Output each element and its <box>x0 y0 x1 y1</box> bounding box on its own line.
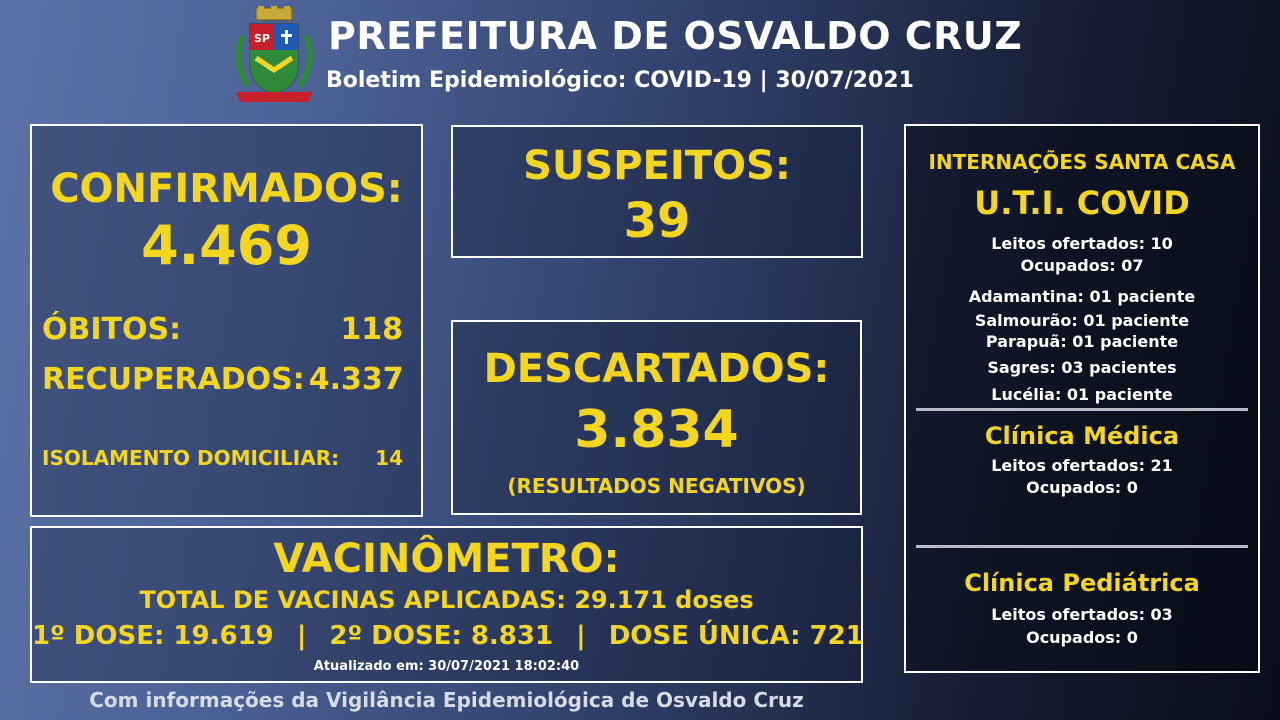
vacinometro-panel <box>30 526 863 683</box>
isolamento-row <box>42 446 403 470</box>
updated-timestamp: Atualizado em: 30/07/2021 18:02:40 <box>313 659 580 674</box>
uti-leitos: Leitos ofertados: 10 <box>991 234 1173 253</box>
descartados-value: 3.834 <box>574 400 739 460</box>
footer-source: Com informações da Vigilância Epidemiológica de Osvaldo Cruz <box>89 688 804 712</box>
isolamento-value: 14 <box>375 446 403 470</box>
dose2-value: 2º DOSE: 8.831 <box>329 621 554 651</box>
clinica-medica-leitos: Leitos ofertados: 21 <box>991 456 1173 475</box>
section-divider <box>916 408 1248 411</box>
uti-cidade-item: Lucélia: 01 paciente <box>991 385 1173 404</box>
dose-separator: | <box>576 621 586 651</box>
vacinas-total <box>32 586 861 614</box>
section-divider <box>916 545 1248 548</box>
confirmados-value: 4.469 <box>141 214 312 277</box>
crest-letters: SP <box>254 32 270 45</box>
clinica-medica-title: Clínica Médica <box>984 422 1180 450</box>
obitos-value: 118 <box>340 312 403 347</box>
dose-separator: | <box>296 621 307 651</box>
confirmados-label: CONFIRMADOS: <box>50 166 403 212</box>
obitos-row <box>42 312 403 347</box>
suspeitos-value: 39 <box>623 193 691 249</box>
internacoes-heading: INTERNAÇÕES SANTA CASA <box>928 150 1236 174</box>
descartados-note: (RESULTADOS NEGATIVOS) <box>507 474 806 498</box>
descartados-label: DESCARTADOS: <box>483 346 830 392</box>
recuperados-value: 4.337 <box>308 362 404 397</box>
vacinometro-label: VACINÔMETRO: <box>273 536 620 582</box>
coat-of-arms-icon <box>228 6 320 106</box>
clinica-pediatrica-title: Clínica Pediátrica <box>964 569 1200 597</box>
page-title: PREFEITURA DE OSVALDO CRUZ <box>328 14 1023 58</box>
recuperados-row <box>42 362 403 397</box>
vacinas-doses <box>32 621 864 651</box>
page-subtitle: Boletim Epidemiológico: COVID-19 | 30/07/2021 <box>326 68 914 93</box>
vacinas-total-label: TOTAL DE VACINAS APLICADAS: <box>139 586 566 614</box>
isolamento-label: ISOLAMENTO DOMICILIAR: <box>42 446 340 470</box>
uti-ocupados: Ocupados: 07 <box>1020 256 1144 275</box>
dose1-value: 1º DOSE: 19.619 <box>32 621 274 651</box>
uti-cidade-item: Parapuã: 01 paciente <box>985 332 1179 351</box>
confirmados-panel <box>30 124 423 517</box>
suspeitos-panel <box>451 125 863 258</box>
clinica-pediatrica-leitos: Leitos ofertados: 03 <box>991 605 1173 624</box>
recuperados-label: RECUPERADOS: <box>42 362 305 397</box>
suspeitos-label: SUSPEITOS: <box>523 143 791 189</box>
uti-cidade-item: Salmourão: 01 paciente <box>974 311 1190 330</box>
descartados-panel <box>451 320 862 515</box>
internacoes-panel <box>904 124 1260 673</box>
uti-title: U.T.I. COVID <box>974 184 1190 222</box>
clinica-medica-ocupados: Ocupados: 0 <box>1026 478 1138 497</box>
obitos-label: ÓBITOS: <box>42 312 182 347</box>
clinica-pediatrica-ocupados: Ocupados: 0 <box>1026 628 1138 647</box>
uti-cidade-item: Adamantina: 01 paciente <box>968 287 1196 306</box>
uti-cidade-item: Sagres: 03 pacientes <box>987 358 1177 377</box>
dose-unica-value: DOSE ÚNICA: 721 <box>608 621 864 651</box>
vacinas-total-value: 29.171 doses <box>574 586 754 614</box>
